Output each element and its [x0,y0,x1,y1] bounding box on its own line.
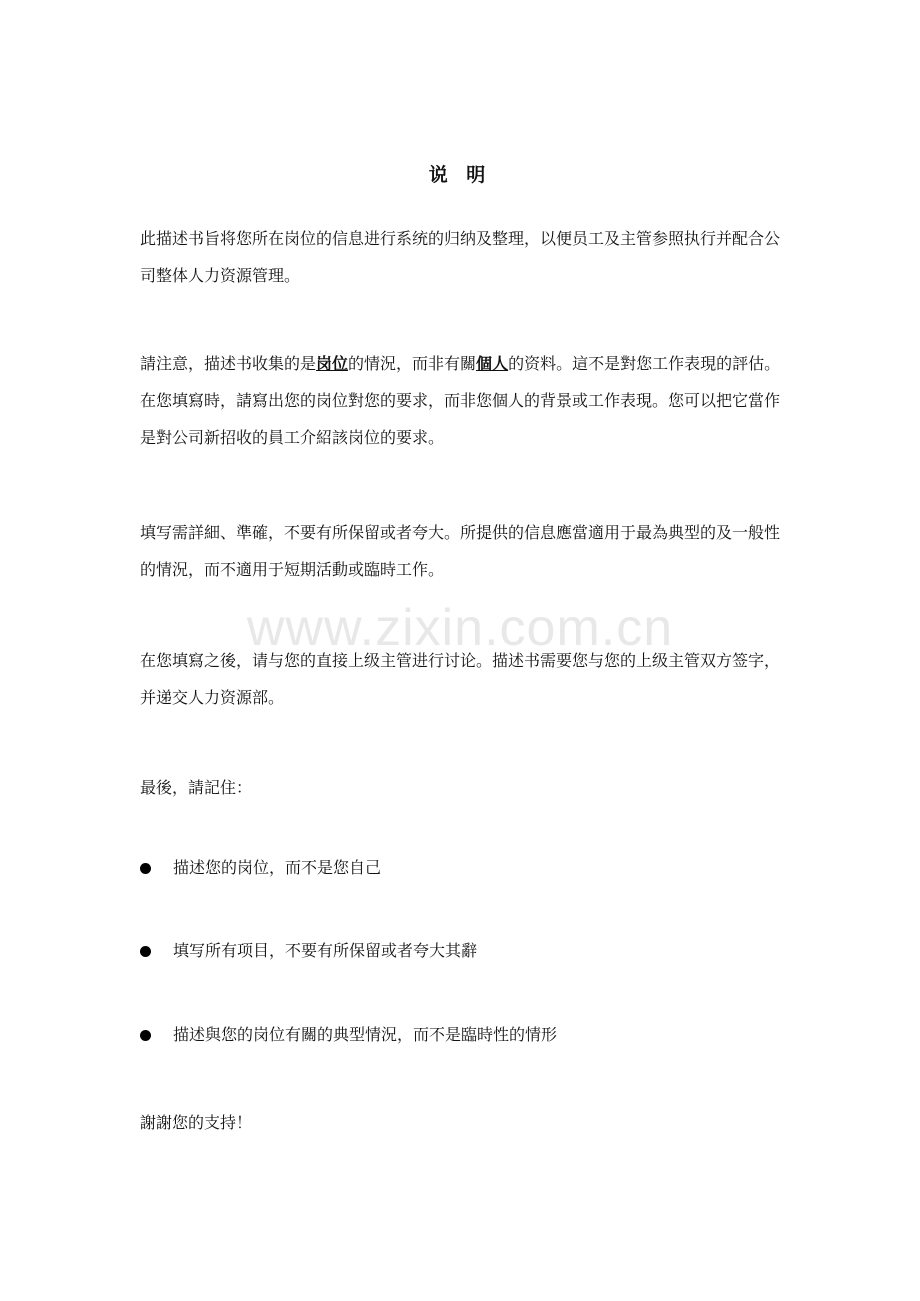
list-item-text: 描述您的岗位，而不是您自己 [173,858,382,877]
reminder-heading: 最後，請記住： [140,778,253,797]
emphasis-individual: 個人 [476,354,509,373]
list-item [140,1020,785,1050]
list-item-text: 填写所有项目，不要有所保留或者夸大其辭 [173,941,478,960]
filling-guidance-paragraph: 填写需詳細、準確，不要有所保留或者夸大。所提供的信息應當適用于最為典型的及一般性的情況，而不適用于短期活動或臨時工作。 [140,523,781,579]
list-item [140,853,785,883]
intro-paragraph: 此描述书旨将您所在岗位的信息进行系统的归纳及整理，以便员工及主管参照执行并配合公司整体人力资源管理。 [140,229,781,285]
list-item-text: 描述與您的岗位有關的典型情況，而不是臨時性的情形 [173,1025,558,1044]
list-item [140,936,785,966]
emphasis-position: 岗位 [316,354,349,373]
notice-text-3: 的资料。這不是對您工作表現的評估。在您填寫時，請寫出您的岗位對您的要求，而非您個人的背景或工作表現。您可以把它當作是對公司新招收的員工介紹該岗位的要求。 [140,354,781,447]
notice-text-1: 請注意，描述书收集的是 [140,354,317,373]
bullet-dot-icon [140,946,151,957]
discussion-paragraph: 在您填寫之後，请与您的直接上级主管进行讨论。描述书需要您与您的上级主管双方签字，并递交人力资源部。 [140,651,781,707]
watermark: www.zixin.com.cn [246,599,674,657]
closing-text: 謝謝您的支持！ [140,1113,253,1132]
notice-text-2: 的情況，而非有關 [348,354,477,373]
notice-paragraph [140,345,785,456]
bullet-dot-icon [140,1030,151,1041]
bullet-dot-icon [140,863,151,874]
page-title: 说 明 [428,164,492,186]
